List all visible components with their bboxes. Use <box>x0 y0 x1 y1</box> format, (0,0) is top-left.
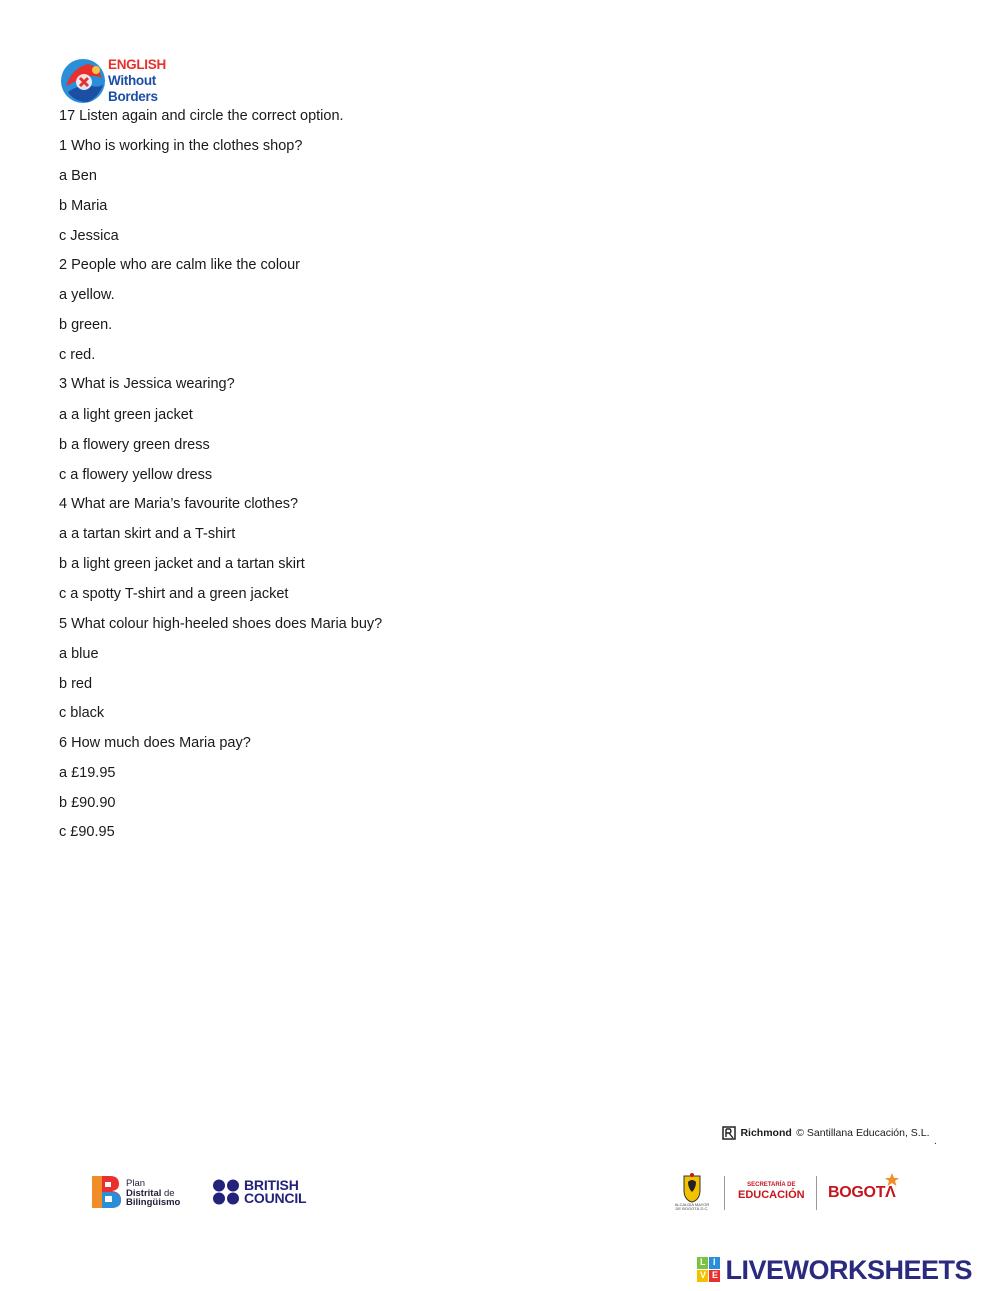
option-5b[interactable]: b red <box>59 676 93 692</box>
question-3: 3 What is Jessica wearing? <box>59 376 235 392</box>
option-1a[interactable]: a Ben <box>59 168 97 184</box>
divider <box>816 1176 817 1210</box>
plan-distrital-logo <box>92 1176 202 1210</box>
option-1b[interactable]: b Maria <box>59 198 108 214</box>
globe-icon <box>58 56 108 106</box>
option-5c[interactable]: c black <box>59 705 105 721</box>
copyright-text: © Santillana Educación, S.L. <box>796 1126 930 1139</box>
live-blocks-icon <box>697 1257 721 1283</box>
live-letter-l: L <box>700 1257 706 1267</box>
bc-line-2: COUNCIL <box>244 1190 307 1206</box>
copyright-brand: Richmond <box>740 1126 792 1139</box>
question-1: 1 Who is working in the clothes shop? <box>59 138 303 154</box>
english-without-borders-logo <box>58 56 173 108</box>
logo-text-english: ENGLISH <box>108 57 166 72</box>
plan-b-icon <box>92 1176 122 1208</box>
option-3c[interactable]: c a flowery yellow dress <box>59 467 213 483</box>
alcaldia-line-2: DE BOGOTÁ D.C. <box>675 1206 709 1211</box>
british-council-logo <box>212 1178 322 1208</box>
live-letter-i: I <box>713 1257 716 1267</box>
option-3a[interactable]: a a light green jacket <box>59 407 193 423</box>
plan-line-2b: de <box>164 1187 175 1199</box>
option-2c[interactable]: c red. <box>59 347 96 363</box>
liveworksheets-logo <box>697 1255 972 1285</box>
option-1c[interactable]: c Jessica <box>59 228 119 244</box>
option-6b[interactable]: b £90.90 <box>59 795 116 811</box>
live-letter-v: V <box>700 1270 707 1280</box>
bogota-government-logo <box>672 1170 908 1216</box>
divider <box>724 1176 725 1210</box>
instruction: 17 Listen again and circle the correct option. <box>59 108 344 124</box>
plan-line-3: Bilingüismo <box>126 1197 181 1208</box>
live-letter-e: E <box>712 1270 719 1280</box>
copyright-notice <box>722 1124 929 1140</box>
bc-line-1: BRITISH <box>244 1177 299 1193</box>
question-6: 6 How much does Maria pay? <box>59 735 251 751</box>
plan-line-1: Plan <box>126 1178 146 1189</box>
footer-dot: . <box>934 1136 937 1147</box>
option-3b[interactable]: b a flowery green dress <box>59 437 210 453</box>
option-6c[interactable]: c £90.95 <box>59 824 115 840</box>
star-icon <box>884 1172 900 1188</box>
question-2: 2 People who are calm like the colour <box>59 257 300 273</box>
bogota-wordmark: BOGOTΛ <box>828 1184 896 1201</box>
option-2b[interactable]: b green. <box>59 317 113 333</box>
logo-text-without: Without <box>108 73 157 88</box>
coat-of-arms-icon <box>672 1172 712 1204</box>
british-council-dots-icon <box>212 1179 242 1205</box>
question-5: 5 What colour high-heeled shoes does Maria buy? <box>59 616 383 632</box>
option-4a[interactable]: a a tartan skirt and a T-shirt <box>59 526 236 542</box>
richmond-icon <box>722 1126 736 1140</box>
alcaldia-line-1: ALCALDÍA MAYOR <box>674 1202 710 1207</box>
option-6a[interactable]: a £19.95 <box>59 765 116 781</box>
secretaria-line-2: EDUCACIÓN <box>738 1189 805 1201</box>
question-4: 4 What are Maria’s favourite clothes? <box>59 496 299 512</box>
option-4c[interactable]: c a spotty T-shirt and a green jacket <box>59 586 289 602</box>
logo-text-borders: Borders <box>108 89 158 104</box>
secretaria-line-1: SECRETARÍA DE <box>747 1182 796 1188</box>
plan-line-2a: Distrital <box>126 1187 162 1199</box>
option-4b[interactable]: b a light green jacket and a tartan skirt <box>59 556 305 572</box>
liveworksheets-wordmark: LIVEWORKSHEETS <box>725 1255 972 1285</box>
option-5a[interactable]: a blue <box>59 646 99 662</box>
option-2a[interactable]: a yellow. <box>59 287 115 303</box>
